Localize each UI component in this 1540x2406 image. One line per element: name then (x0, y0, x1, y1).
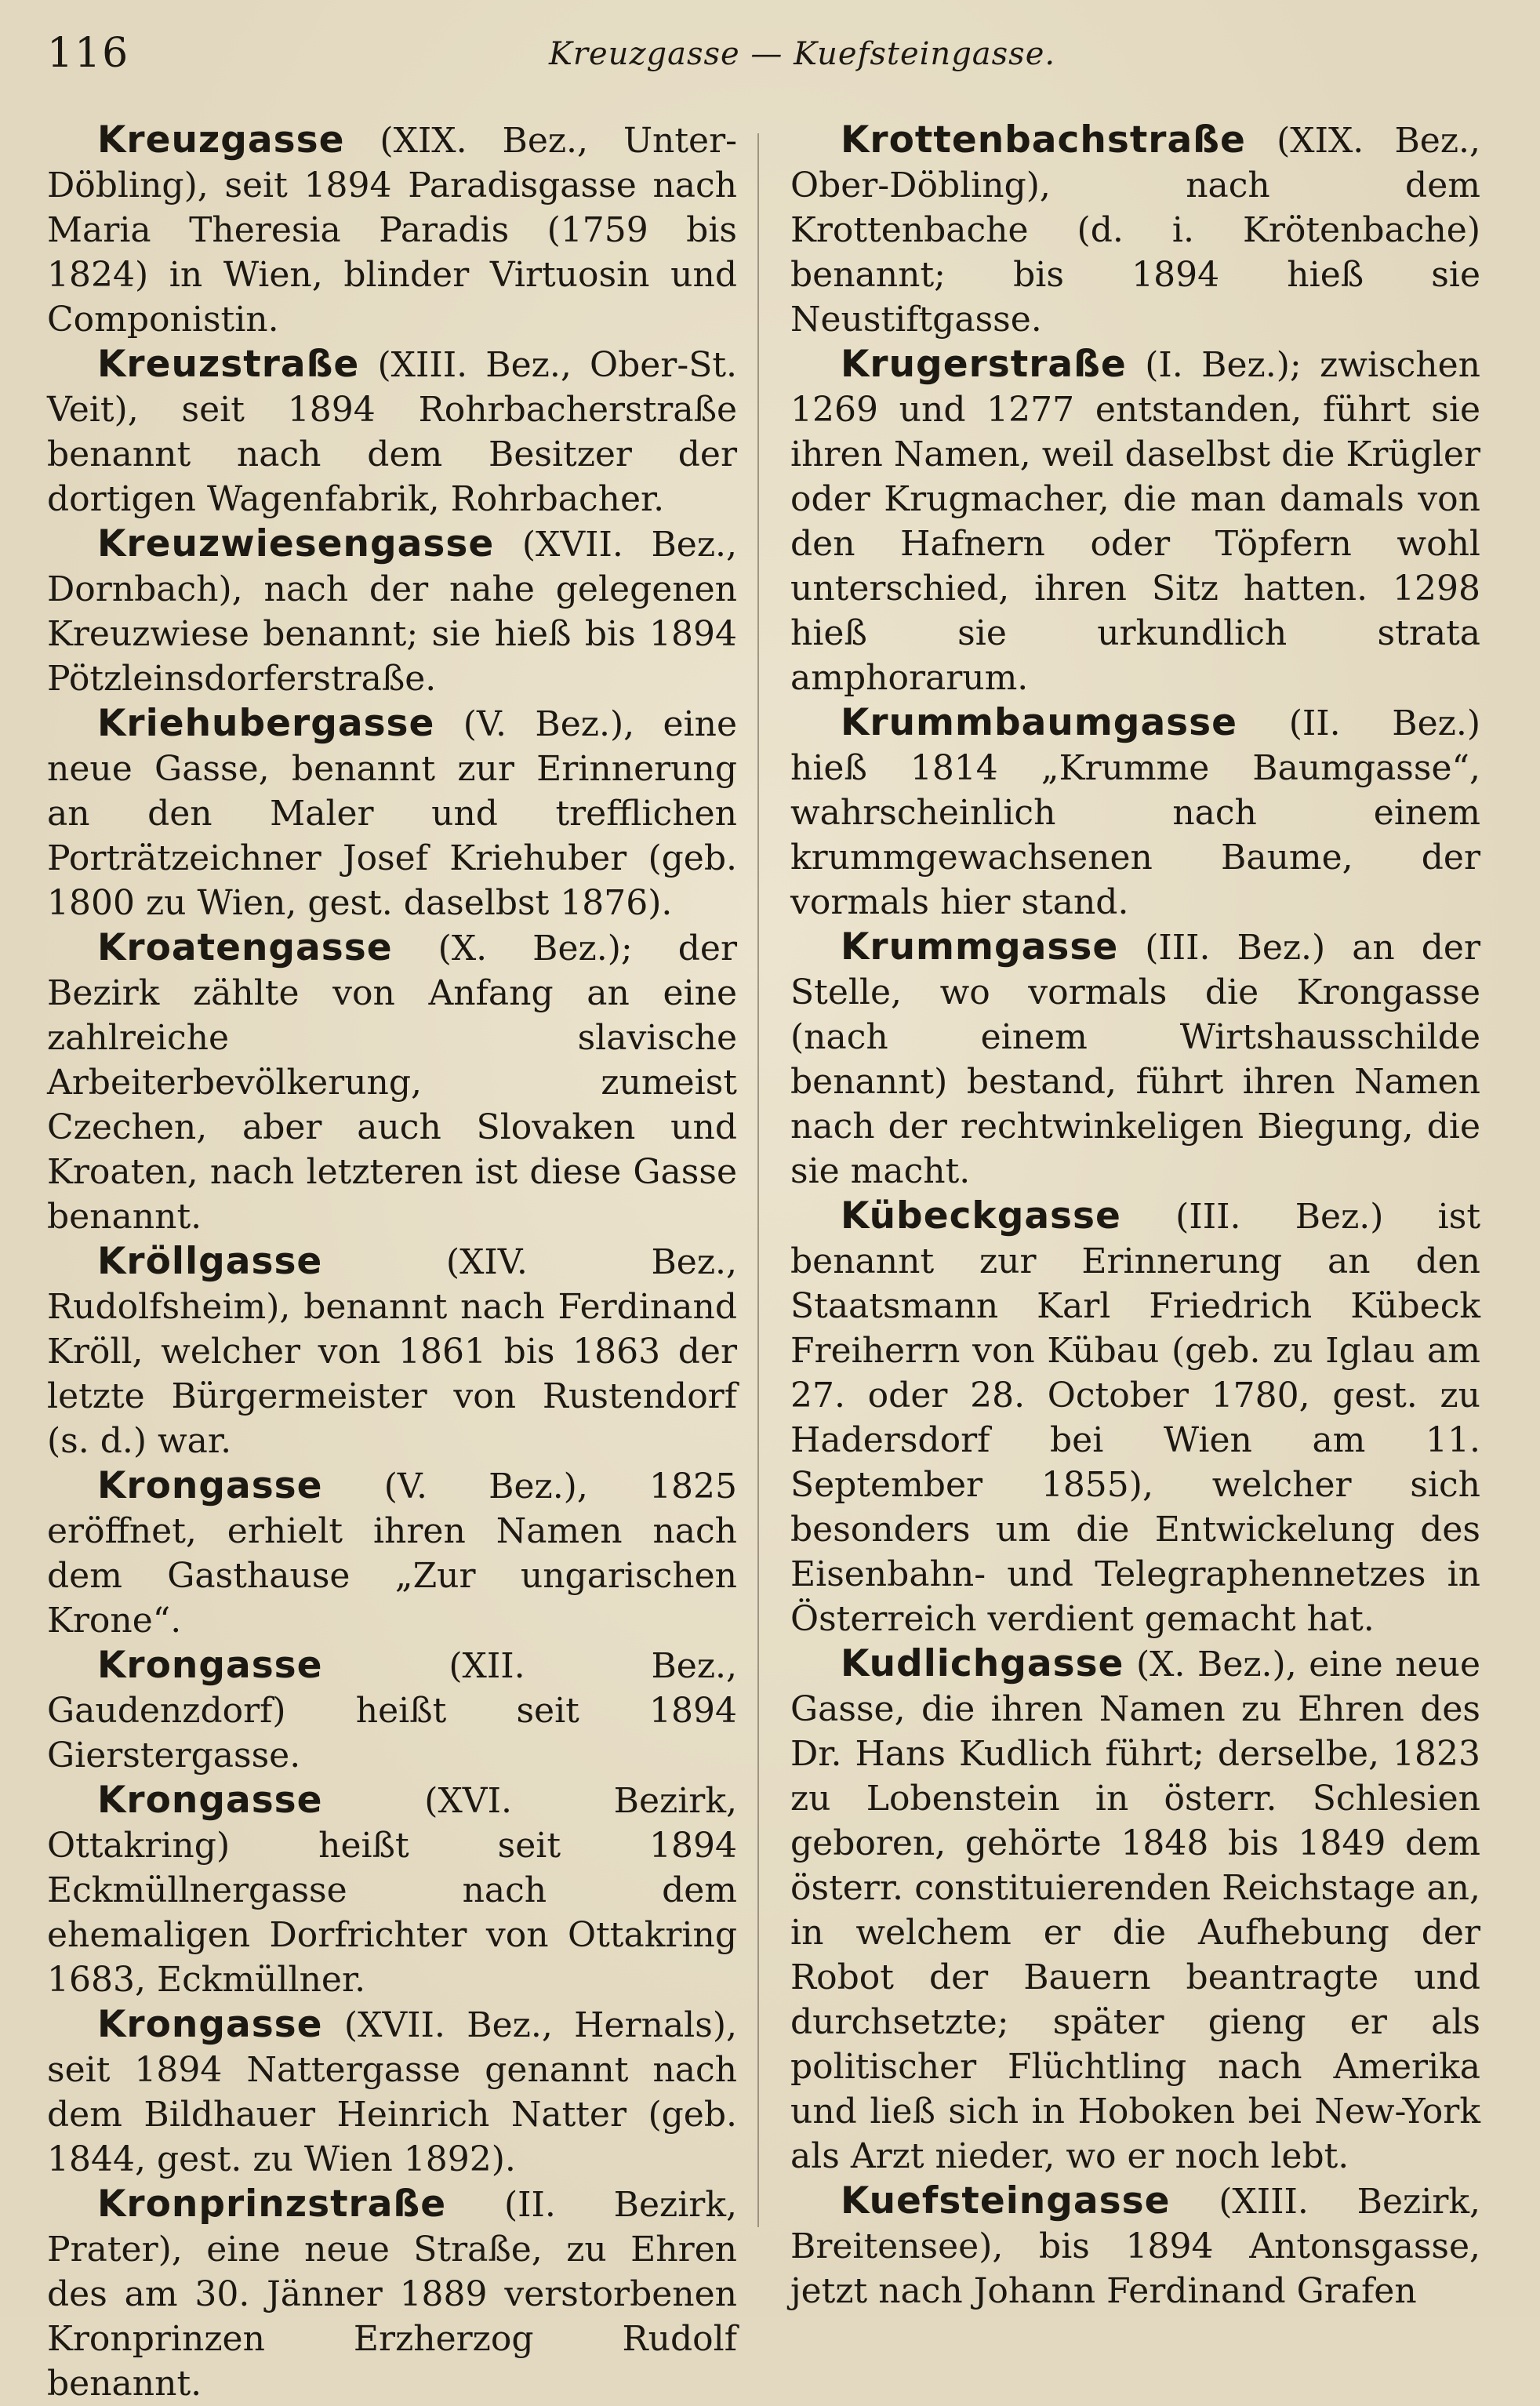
headword: Krottenbachstraße (841, 118, 1246, 162)
headword: Kreuzstraße (97, 343, 360, 386)
entry-text: (XIII. Bez., Ober-St. Veit), seit 1894 Rohrbacherstraße benannt nach dem Besitzer der dortigen Wagenfabrik, Rohrbacher. (47, 345, 737, 519)
headword: Kröllgasse (97, 1240, 323, 1283)
headword: Kriehubergasse (97, 702, 435, 745)
headword: Krongasse (97, 1644, 323, 1687)
entry (47, 925, 737, 1239)
entry-text: (III. Bez.) ist benannt zur Erinnerung an den Staatsmann Karl Friedrich Kübeck Freiherrn von Kübau (geb. zu Iglau am 27. oder 28. October 1780, gest. zu Hadersdorf bei Wien am 11. September 1855), welcher sich besonders um die Entwickelung des Eisenbahn- und Telegraphennetzes in Österreich verdient gemacht hat. (790, 1197, 1480, 1639)
entry (47, 1239, 737, 1463)
headword: Kronprinzstraße (97, 2182, 447, 2226)
entry-text: (XIX. Bez., Ober-Döbling), nach dem Krottenbache (d. i. Krötenbache) benannt; bis 1894 hieß sie Neustiftgasse. (790, 121, 1480, 340)
entry-text: (V. Bez.), 1825 eröffnet, erhielt ihren Namen nach dem Gasthause „Zur ungarischen Krone“. (47, 1466, 737, 1641)
entry (790, 2179, 1480, 2313)
entry-text: (XIX. Bez., Unter-Döbling), seit 1894 Paradisgasse nach Maria Theresia Paradis (1759 bis 1824) in Wien, blinder Virtuosin und Componistin. (47, 121, 737, 340)
entry (790, 118, 1480, 342)
entry-text: (XIII. Bezirk, Breitensee), bis 1894 Antonsgasse, jetzt nach Johann Ferdinand Grafen (790, 2182, 1480, 2311)
headword: Kreuzwiesengasse (97, 522, 495, 565)
entry-text: (XIV. Bez., Rudolfsheim), benannt nach Ferdinand Kröll, welcher von 1861 bis 1863 der letzte Bürgermeister von Rustendorf (s. d.) war. (47, 1242, 737, 1461)
headword: Kudlichgasse (841, 1642, 1124, 1685)
entry-text: (II. Bezirk, Prater), eine neue Straße, zu Ehren des am 30. Jänner 1889 verstorbenen Kronprinzen Erzherzog Rudolf benannt. (47, 2185, 737, 2404)
entry (47, 522, 737, 701)
left-column (47, 118, 737, 2406)
entry (790, 700, 1480, 925)
headword: Kübeckgasse (841, 1194, 1121, 1238)
running-head: Kreuzgasse — Kuefsteingasse. (549, 36, 1056, 72)
entry-text: (III. Bez.) an der Stelle, wo vormals die Krongasse (nach einem Wirtshausschilde benannt) bestand, führt ihren Namen nach der rechtwinkeligen Biegung, die sie macht. (790, 928, 1480, 1191)
entry-text: (XII. Bez., Gaudenzdorf) heißt seit 1894 Gierstergasse. (47, 1646, 737, 1775)
entry (47, 2002, 737, 2182)
entry (47, 2182, 737, 2406)
entry (47, 1643, 737, 1778)
headword: Krugerstraße (841, 343, 1127, 386)
page-header (47, 30, 1490, 85)
entry (790, 1641, 1480, 2179)
entry-text: (II. Bez.) hieß 1814 „Krumme Baumgasse“, wahrscheinlich nach einem krummgewachsenen Baume, der vormals hier stand. (790, 703, 1480, 922)
entry-text: (XVII. Bez., Dornbach), nach der nahe gelegenen Kreuzwiese benannt; sie hieß bis 1894 Pötzleinsdorferstraße. (47, 525, 737, 699)
entry-text: (I. Bez.); zwischen 1269 und 1277 entstanden, führt sie ihren Namen, weil daselbst die Krügler oder Krugmacher, die man damals von den Hafnern oder Töpfern wohl unterschied, ihren Sitz hatten. 1298 hieß sie urkundlich strata amphorarum. (790, 345, 1480, 698)
entry (47, 1778, 737, 2002)
entry (47, 701, 737, 925)
right-column (790, 118, 1480, 2313)
headword: Krummbaumgasse (841, 701, 1237, 744)
headword: Krongasse (97, 2003, 323, 2046)
entry (47, 342, 737, 522)
entry (790, 342, 1480, 700)
entry (790, 925, 1480, 1194)
entry-text: (X. Bez.); der Bezirk zählte von Anfang an eine zahlreiche slavische Arbeiterbevölkerung, zumeist Czechen, aber auch Slovaken und Kroaten, nach letzteren ist diese Gasse benannt. (47, 929, 737, 1237)
headword: Kuefsteingasse (841, 2179, 1171, 2222)
entry-text: (XVI. Bezirk, Ottakring) heißt seit 1894 Eckmüllnergasse nach dem ehemaligen Dorfrichter von Ottakring 1683, Eckmüllner. (47, 1781, 737, 2000)
entry (790, 1194, 1480, 1641)
headword: Krongasse (97, 1779, 323, 1822)
entry (47, 118, 737, 342)
entry (47, 1463, 737, 1643)
column-divider (757, 133, 759, 2227)
entry-text: (V. Bez.), eine neue Gasse, benannt zur Erinnerung an den Maler und trefflichen Porträtzeichner Josef Kriehuber (geb. 1800 zu Wien, gest. daselbst 1876). (47, 704, 737, 923)
headword: Kroatengasse (97, 926, 393, 969)
entry-text: (X. Bez.), eine neue Gasse, die ihren Namen zu Ehren des Dr. Hans Kudlich führt; derselbe, 1823 zu Lobenstein in österr. Schlesien geboren, gehörte 1848 bis 1849 dem österr. constituierenden Reichstage an, in welchem er die Aufhebung der Robot der Bauern beantragte und durchsetzte; später gieng er als politischer Flüchtling nach Amerika und ließ sich in Hoboken bei New-York als Arzt nieder, wo er noch lebt. (790, 1645, 1480, 2176)
headword: Kreuzgasse (97, 118, 345, 162)
headword: Krongasse (97, 1464, 323, 1507)
headword: Krummgasse (841, 925, 1119, 969)
page-number: 116 (47, 30, 130, 77)
entry-text: (XVII. Bez., Hernals), seit 1894 Nattergasse genannt nach dem Bildhauer Heinrich Natter (geb. 1844, gest. zu Wien 1892). (47, 2005, 737, 2179)
